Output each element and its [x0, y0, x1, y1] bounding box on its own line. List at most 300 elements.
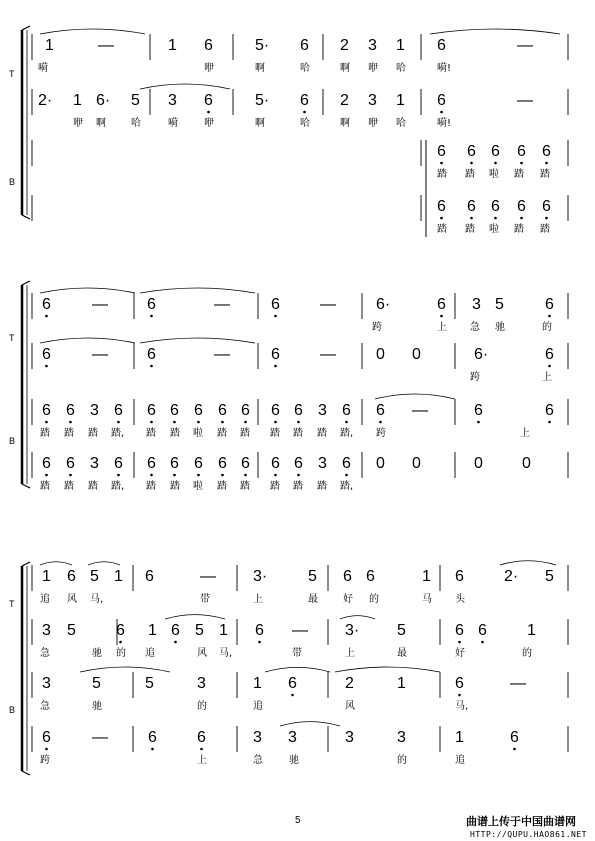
lyric-syllable: 嗬 [38, 63, 48, 74]
lyric-syllable: 啊 [96, 118, 106, 129]
part-label-tenor: T [9, 599, 15, 609]
note-numeral: 5 [90, 568, 99, 585]
note-numeral: 6 [241, 455, 250, 472]
note-numeral: 6 [517, 198, 526, 215]
lyric-syllable: 踏 [88, 481, 98, 492]
lyric-syllable: 踏 [40, 428, 50, 439]
octave-dot [548, 365, 551, 368]
note-numeral: 6 [116, 622, 125, 639]
note-numeral: 5 [131, 92, 140, 109]
lyric-syllable: 马, [455, 701, 469, 712]
lyric-syllable: 驰 [289, 755, 299, 766]
lyric-syllable: 踏 [437, 169, 447, 180]
octave-dot [345, 421, 348, 424]
note-numeral: 1 [422, 568, 431, 585]
note-numeral: 6 [194, 455, 203, 472]
lyric-syllable: 啦 [489, 224, 499, 235]
octave-dot [545, 217, 548, 220]
octave-dot [379, 421, 382, 424]
note-numeral: 6· [474, 346, 489, 363]
lyric-syllable: 踏 [270, 481, 280, 492]
note-numeral: 6 [437, 296, 446, 313]
lyric-syllable: 马, [219, 648, 233, 659]
slur [340, 616, 375, 619]
lyric-syllable: 踏 [514, 224, 524, 235]
note-numeral: 3 [345, 729, 354, 746]
slur [40, 562, 72, 565]
lyric-syllable: 哈 [396, 63, 406, 74]
lyric-syllable: 踏 [217, 428, 227, 439]
note-numeral: 3· [345, 622, 360, 639]
lyric-syllable: 踏 [40, 481, 50, 492]
lyric-syllable: 上 [253, 594, 263, 605]
lyric-syllable: 啦 [489, 169, 499, 180]
octave-dot [274, 421, 277, 424]
octave-dot [545, 162, 548, 165]
lyric-syllable: 踏 [317, 428, 327, 439]
note-numeral: — [92, 729, 108, 746]
lyric-syllable: 踏 [465, 224, 475, 235]
lyric-syllable: 咿 [73, 118, 83, 129]
note-numeral: 6 [42, 346, 51, 363]
octave-dot [45, 748, 48, 751]
note-numeral: 0 [412, 346, 421, 363]
octave-dot [297, 474, 300, 477]
lyric-syllable: 上 [345, 648, 355, 659]
part-label-tenor: T [9, 333, 15, 343]
note-numeral: 3 [42, 622, 51, 639]
lyric-syllable: 啊 [255, 118, 265, 129]
note-numeral: 6 [271, 455, 280, 472]
lyric-syllable: 踏 [217, 481, 227, 492]
lyric-syllable: 咿 [204, 63, 214, 74]
note-numeral: 6 [467, 143, 476, 160]
note-numeral: 5 [67, 622, 76, 639]
lyric-syllable: 的 [542, 322, 552, 333]
note-numeral: 6 [366, 568, 375, 585]
octave-dot [494, 162, 497, 165]
slur [430, 29, 560, 34]
note-numeral: 6 [437, 37, 446, 54]
note-numeral: 1 [45, 37, 54, 54]
lyric-syllable: 踏 [64, 428, 74, 439]
note-numeral: 3 [90, 402, 99, 419]
lyric-syllable: 上 [197, 755, 207, 766]
note-numeral: 6 [42, 455, 51, 472]
note-numeral: 0 [376, 455, 385, 472]
note-numeral: — [98, 37, 114, 54]
note-numeral: — [292, 622, 308, 639]
note-numeral: 6 [342, 455, 351, 472]
octave-dot [440, 217, 443, 220]
note-numeral: 5 [495, 296, 504, 313]
note-numeral: 0 [376, 346, 385, 363]
note-numeral: 6 [218, 455, 227, 472]
lyric-syllable: 驰 [495, 322, 505, 333]
note-numeral: 6· [96, 92, 111, 109]
lyric-syllable: 哈 [131, 118, 141, 129]
note-numeral: 6 [510, 729, 519, 746]
note-numeral: 5· [255, 37, 270, 54]
octave-dot [303, 111, 306, 114]
lyric-syllable: 啊 [255, 63, 265, 74]
note-numeral: 6 [294, 455, 303, 472]
octave-dot [458, 694, 461, 697]
slur [40, 29, 145, 34]
octave-dot [440, 162, 443, 165]
note-numeral: 6 [114, 402, 123, 419]
lyric-syllable: 好 [455, 648, 465, 659]
note-numeral: 6 [271, 402, 280, 419]
octave-dot [150, 365, 153, 368]
note-numeral: 5 [145, 675, 154, 692]
note-numeral: 3 [42, 675, 51, 692]
note-numeral: — [200, 568, 216, 585]
lyric-syllable: 风 [197, 648, 207, 659]
lyric-syllable: 带 [200, 594, 210, 605]
note-numeral: 1 [148, 622, 157, 639]
octave-dot [440, 111, 443, 114]
note-numeral: 5 [92, 675, 101, 692]
note-numeral: — [510, 675, 526, 692]
note-numeral: 5 [195, 622, 204, 639]
page-number: 5 [295, 815, 301, 826]
octave-dot [173, 421, 176, 424]
note-numeral: 3 [288, 729, 297, 746]
lyric-syllable: 跨 [470, 372, 480, 383]
note-numeral: 0 [474, 455, 483, 472]
system-bracket-hook [22, 562, 30, 566]
lyric-syllable: 啦 [193, 481, 203, 492]
lyric-syllable: 上 [437, 322, 447, 333]
lyric-syllable: 踏 [270, 428, 280, 439]
lyric-syllable: 头 [455, 594, 465, 605]
note-numeral: 6 [147, 402, 156, 419]
lyric-syllable: 最 [308, 594, 318, 605]
system-bracket-hook [22, 484, 30, 488]
note-numeral: — [92, 296, 108, 313]
slur [500, 561, 556, 565]
note-numeral: 1 [114, 568, 123, 585]
lyric-syllable: 啦 [193, 428, 203, 439]
octave-dot [45, 474, 48, 477]
note-numeral: 6 [437, 92, 446, 109]
octave-dot [244, 474, 247, 477]
lyric-syllable: 追 [40, 594, 50, 605]
lyric-syllable: 跨 [376, 428, 386, 439]
octave-dot [119, 641, 122, 644]
lyric-syllable: 踏 [240, 481, 250, 492]
octave-dot [45, 315, 48, 318]
note-numeral: 6 [197, 729, 206, 746]
octave-dot [151, 748, 154, 751]
octave-dot [481, 641, 484, 644]
note-numeral: — [320, 296, 336, 313]
slur [140, 338, 255, 343]
lyric-syllable: 哈 [300, 63, 310, 74]
octave-dot [150, 421, 153, 424]
lyric-syllable: 踏 [170, 428, 180, 439]
octave-dot [291, 694, 294, 697]
note-numeral: 1 [219, 622, 228, 639]
slur [140, 84, 230, 89]
lyric-syllable: 踏 [293, 481, 303, 492]
octave-dot [345, 474, 348, 477]
note-numeral: 6 [467, 198, 476, 215]
octave-dot [69, 474, 72, 477]
note-numeral: 1 [73, 92, 82, 109]
octave-dot [477, 421, 480, 424]
lyric-syllable: 啊 [340, 118, 350, 129]
lyric-syllable: 嗬! [437, 118, 452, 129]
lyric-syllable: 急 [40, 701, 50, 712]
note-numeral: 6 [66, 402, 75, 419]
lyric-syllable: 踏 [88, 428, 98, 439]
lyric-syllable: 踏 [146, 428, 156, 439]
note-numeral: — [92, 346, 108, 363]
octave-dot [45, 365, 48, 368]
system-bracket-hook [22, 771, 30, 775]
note-numeral: 6 [271, 346, 280, 363]
octave-dot [494, 217, 497, 220]
octave-dot [520, 162, 523, 165]
note-numeral: 3 [472, 296, 481, 313]
note-numeral: 6 [241, 402, 250, 419]
note-numeral: 6 [376, 402, 385, 419]
lyric-syllable: 上 [520, 428, 530, 439]
note-numeral: 3 [368, 92, 377, 109]
note-numeral: 2 [340, 92, 349, 109]
lyric-syllable: 踏, [340, 481, 354, 492]
note-numeral: 3 [168, 92, 177, 109]
note-numeral: 6 [455, 568, 464, 585]
octave-dot [274, 315, 277, 318]
note-numeral: 6 [204, 37, 213, 54]
note-numeral: 6 [455, 622, 464, 639]
lyric-syllable: 好 [343, 594, 353, 605]
note-numeral: 6 [474, 402, 483, 419]
system-bracket-hook [22, 215, 30, 219]
note-numeral: 1 [396, 92, 405, 109]
system-bracket-hook [22, 281, 30, 285]
lyric-syllable: 风 [67, 594, 77, 605]
lyric-syllable: 的 [522, 648, 532, 659]
note-numeral: 1 [168, 37, 177, 54]
note-numeral: 6 [545, 296, 554, 313]
slur [165, 615, 225, 619]
lyric-syllable: 咿 [368, 63, 378, 74]
octave-dot [274, 365, 277, 368]
lyric-syllable: 踏, [111, 428, 125, 439]
note-numeral: 6 [255, 622, 264, 639]
note-numeral: 6 [478, 622, 487, 639]
slur [40, 288, 135, 293]
lyric-syllable: 风 [345, 701, 355, 712]
note-numeral: 0 [412, 455, 421, 472]
octave-dot [520, 217, 523, 220]
lyric-syllable: 哈 [300, 118, 310, 129]
note-numeral: 6 [300, 92, 309, 109]
slur [40, 338, 135, 343]
lyric-syllable: 咿 [204, 118, 214, 129]
octave-dot [548, 315, 551, 318]
octave-dot [173, 474, 176, 477]
lyric-syllable: 的 [369, 594, 379, 605]
note-numeral: 6 [517, 143, 526, 160]
note-numeral: 5 [308, 568, 317, 585]
octave-dot [221, 474, 224, 477]
note-numeral: 1 [455, 729, 464, 746]
lyric-syllable: 踏 [540, 169, 550, 180]
note-numeral: — [214, 296, 230, 313]
note-numeral: 1 [397, 675, 406, 692]
octave-dot [274, 474, 277, 477]
note-numeral: 6 [42, 402, 51, 419]
note-numeral: 6 [204, 92, 213, 109]
lyric-syllable: 嗬 [168, 118, 178, 129]
octave-dot [470, 217, 473, 220]
octave-dot [117, 421, 120, 424]
lyric-syllable: 上 [542, 372, 552, 383]
credit-line: 曲谱上传于中国曲谱网 [466, 815, 576, 828]
lyric-syllable: 追 [455, 755, 465, 766]
octave-dot [150, 474, 153, 477]
note-numeral: 5 [545, 568, 554, 585]
note-numeral: 3· [253, 568, 268, 585]
lyric-syllable: 踏 [240, 428, 250, 439]
note-numeral: 6 [545, 346, 554, 363]
note-numeral: 6 [271, 296, 280, 313]
lyric-syllable: 的 [116, 648, 126, 659]
slur [280, 722, 340, 726]
note-numeral: 6 [542, 198, 551, 215]
lyric-syllable: 急 [470, 322, 480, 333]
slur [375, 394, 455, 399]
lyric-syllable: 最 [397, 648, 407, 659]
lyric-syllable: 踏, [111, 481, 125, 492]
octave-dot [297, 421, 300, 424]
slur [265, 667, 330, 672]
octave-dot [207, 111, 210, 114]
lyric-syllable: 踏 [514, 169, 524, 180]
lyric-syllable: 马, [90, 594, 104, 605]
note-numeral: 1 [527, 622, 536, 639]
note-numeral: 6 [42, 296, 51, 313]
lyric-syllable: 追 [253, 701, 263, 712]
part-label-bass: B [9, 436, 16, 446]
note-numeral: 0 [522, 455, 531, 472]
lyric-syllable: 驰 [92, 648, 102, 659]
lyric-syllable: 马 [422, 594, 432, 605]
note-numeral: 6 [66, 455, 75, 472]
note-numeral: 5· [255, 92, 270, 109]
lyric-syllable: 追 [145, 648, 155, 659]
lyric-syllable: 踏 [146, 481, 156, 492]
octave-dot [548, 421, 551, 424]
octave-dot [440, 315, 443, 318]
note-numeral: 3 [90, 455, 99, 472]
note-numeral: 6 [288, 675, 297, 692]
note-numeral: 6 [114, 455, 123, 472]
note-numeral: 6 [491, 198, 500, 215]
octave-dot [69, 421, 72, 424]
lyric-syllable: 的 [397, 755, 407, 766]
note-numeral: 3 [397, 729, 406, 746]
note-numeral: 6 [147, 455, 156, 472]
note-numeral: — [214, 346, 230, 363]
note-numeral: 6 [342, 402, 351, 419]
lyric-syllable: 哈 [396, 118, 406, 129]
note-numeral: 6 [542, 143, 551, 160]
lyric-syllable: 踏 [437, 224, 447, 235]
note-numeral: — [517, 92, 533, 109]
lyric-syllable: 急 [40, 648, 50, 659]
part-label-tenor: T [9, 69, 15, 79]
octave-dot [197, 474, 200, 477]
part-label-bass: B [9, 705, 16, 715]
note-numeral: 2 [345, 675, 354, 692]
note-numeral: 3 [318, 455, 327, 472]
part-label-bass: B [9, 177, 16, 187]
octave-dot [45, 421, 48, 424]
octave-dot [470, 162, 473, 165]
octave-dot [200, 748, 203, 751]
note-numeral: 6 [147, 296, 156, 313]
note-numeral: 6 [170, 402, 179, 419]
note-numeral: 1 [42, 568, 51, 585]
note-numeral: 6 [437, 198, 446, 215]
note-numeral: 6 [294, 402, 303, 419]
note-numeral: — [517, 37, 533, 54]
lyric-syllable: 的 [197, 701, 207, 712]
system-bracket-hook [22, 26, 30, 30]
note-numeral: 6 [218, 402, 227, 419]
lyric-syllable: 踏 [465, 169, 475, 180]
note-numeral: — [412, 402, 428, 419]
note-numeral: 6 [343, 568, 352, 585]
note-numeral: 6 [170, 455, 179, 472]
octave-dot [244, 421, 247, 424]
lyric-syllable: 踏 [64, 481, 74, 492]
octave-dot [458, 641, 461, 644]
note-numeral: 3 [197, 675, 206, 692]
lyric-syllable: 嗬! [437, 63, 452, 74]
note-numeral: 6 [300, 37, 309, 54]
note-numeral: 3 [318, 402, 327, 419]
lyric-syllable: 跨 [40, 755, 50, 766]
note-numeral: 3 [368, 37, 377, 54]
note-numeral: 6 [194, 402, 203, 419]
note-numeral: 6 [491, 143, 500, 160]
note-numeral: 6 [545, 402, 554, 419]
note-numeral: 6 [145, 568, 154, 585]
lyric-syllable: 啊 [340, 63, 350, 74]
lyric-syllable: 踏, [340, 428, 354, 439]
note-numeral: 6 [42, 729, 51, 746]
lyric-syllable: 踏 [540, 224, 550, 235]
octave-dot [150, 315, 153, 318]
slur [335, 667, 440, 672]
slur [88, 562, 120, 565]
slur [80, 667, 170, 672]
note-numeral: 1 [253, 675, 262, 692]
url-line: HTTP://QUPU.HAO861.NET [470, 830, 587, 839]
note-numeral: — [320, 346, 336, 363]
octave-dot [197, 421, 200, 424]
note-numeral: 6 [455, 675, 464, 692]
note-numeral: 6 [148, 729, 157, 746]
lyric-syllable: 踏 [293, 428, 303, 439]
